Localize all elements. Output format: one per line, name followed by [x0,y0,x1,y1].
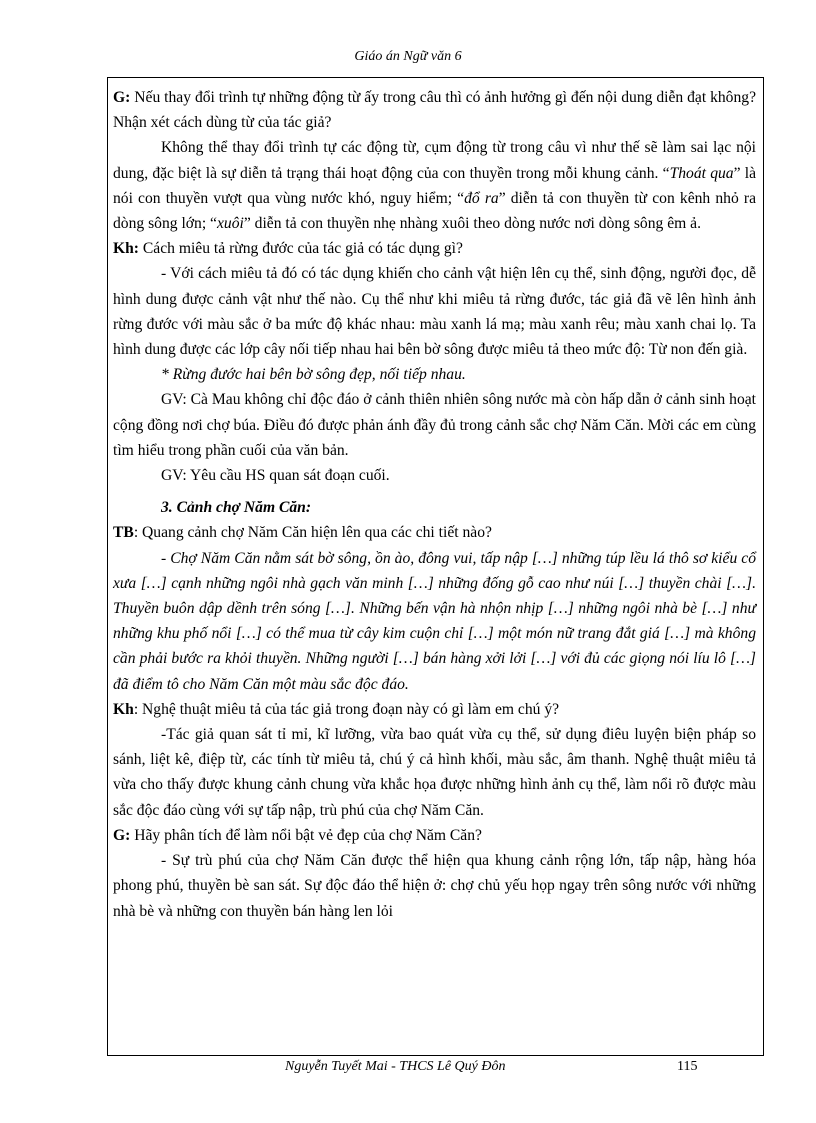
teacher-note-1: GV: Cà Mau không chỉ độc đáo ở cảnh thiên nhiên sông nước mà còn hấp dẫn ở cảnh sinh hoạt cộng đồng nơi chợ búa. Điều đó được phản ánh đầy đủ trong cảnh sắc chợ Năm Căn. Mời các em cùng tìm hiểu trong phần cuối của văn bản. [113,391,756,459]
speaker-label: Kh [113,700,134,718]
section-3-heading: 3. Cảnh chợ Năm Căn: [161,499,312,517]
page-number: 115 [677,1059,698,1074]
question-3: TB: Quang cảnh chợ Năm Căn hiện lên qua các chi tiết nào? [113,524,492,542]
question-5: G: Hãy phân tích để làm nổi bật vẻ đẹp của chợ Năm Căn? [113,826,482,844]
lesson-content [113,85,756,924]
note-1: * Rừng đước hai bên bờ sông đẹp, nối tiếp nhau. [161,366,466,384]
speaker-label: G: [113,826,131,844]
content-frame [107,77,764,1056]
page-header-title: Giáo án Ngữ văn 6 [354,49,462,64]
question-1: G: Nếu thay đổi trình tự những động từ ấy trong câu thì có ảnh hưởng gì đến nội dung diễn đạt không? Nhận xét cách dùng từ của tác giả? [113,89,756,132]
answer-1: Không thể thay đổi trình tự các động từ, cụm động từ trong câu vì như thế sẽ làm sai lạc nội dung, đặc biệt là sự diễn tả trạng thái hoạt động của con thuyền trong mỗi khung cảnh. “Thoát qua” là nói con thuyền vượt qua vùng nước khó, nguy hiểm; “đổ ra” diễn tả con thuyền từ con kênh nhỏ ra dòng sông lớn; “xuôi” diễn tả con thuyền nhẹ nhàng xuôi theo dòng nước nơi dòng sông êm ả. [113,139,756,233]
speaker-label: G: [113,89,131,106]
answer-5: - Sự trù phú của chợ Năm Căn được thể hiện qua khung cảnh rộng lớn, tấp nập, hàng hóa phong phú, thuyền bè san sát. Sự độc đáo thể hiện ở: chợ chủ yếu họp ngay trên sông nước với những nhà bè và những con thuyền bán hàng len lỏi [113,852,756,920]
teacher-note-2: GV: Yêu cầu HS quan sát đoạn cuối. [161,467,390,485]
footer-author: Nguyễn Tuyết Mai - THCS Lê Quý Đôn [285,1059,506,1074]
speaker-label: TB [113,524,134,542]
question-4: Kh: Nghệ thuật miêu tả của tác giả trong đoạn này có gì làm em chú ý? [113,700,560,718]
speaker-label: Kh: [113,240,139,258]
question-2: Kh: Cách miêu tả rừng đước của tác giả có tác dụng gì? [113,240,463,258]
answer-2: - Với cách miêu tả đó có tác dụng khiến cho cảnh vật hiện lên cụ thể, sinh động, người đọc, dễ hình dung được cảnh vật như thế nào. Cụ thể như khi miêu tả rừng đước, tác giả đã vẽ lên hình ảnh rừng đước với màu sắc ở ba mức độ khác nhau: màu xanh lá mạ; màu xanh rêu; màu xanh chai lọ. Ta hình dung được các lớp cây nối tiếp nhau hai bên bờ sông được miêu tả theo mức độ: Từ non đến già. [113,265,756,359]
answer-4: -Tác giả quan sát tỉ mỉ, kĩ lưỡng, vừa bao quát vừa cụ thể, sử dụng điêu luyện biện pháp so sánh, liệt kê, điệp từ, các tính từ miêu tả, chú ý cả hình khối, màu sắc, âm thanh. Nghệ thuật miêu tả vừa cho thấy được khung cảnh chung vừa khắc họa được những hình ảnh cụ thể, làm nổi rõ được màu sắc độc đáo cùng với sự tấp nập, trù phú của chợ Năm Căn. [113,726,756,819]
answer-3: - Chợ Năm Căn nằm sát bờ sông, ồn ào, đông vui, tấp nập […] những túp lều lá thô sơ kiểu cổ xưa […] cạnh những ngôi nhà gạch văn minh […] những đống gỗ cao như núi […] thuyền chài […]. Thuyền buôn dập dềnh trên sóng […]. Những bến vận hà nhộn nhịp […] những ngôi nhà bè […] như những khu phố nổi […] có thể mua từ cây kim cuộn chỉ […] một món nữ trang đắt giá […] mà không cần phải bước ra khỏi thuyền. Những người […] bán hàng xởi lởi […] với đủ các giọng nói líu lô […] đã điểm tô cho Năm Căn một màu sắc độc đáo. [113,549,756,693]
